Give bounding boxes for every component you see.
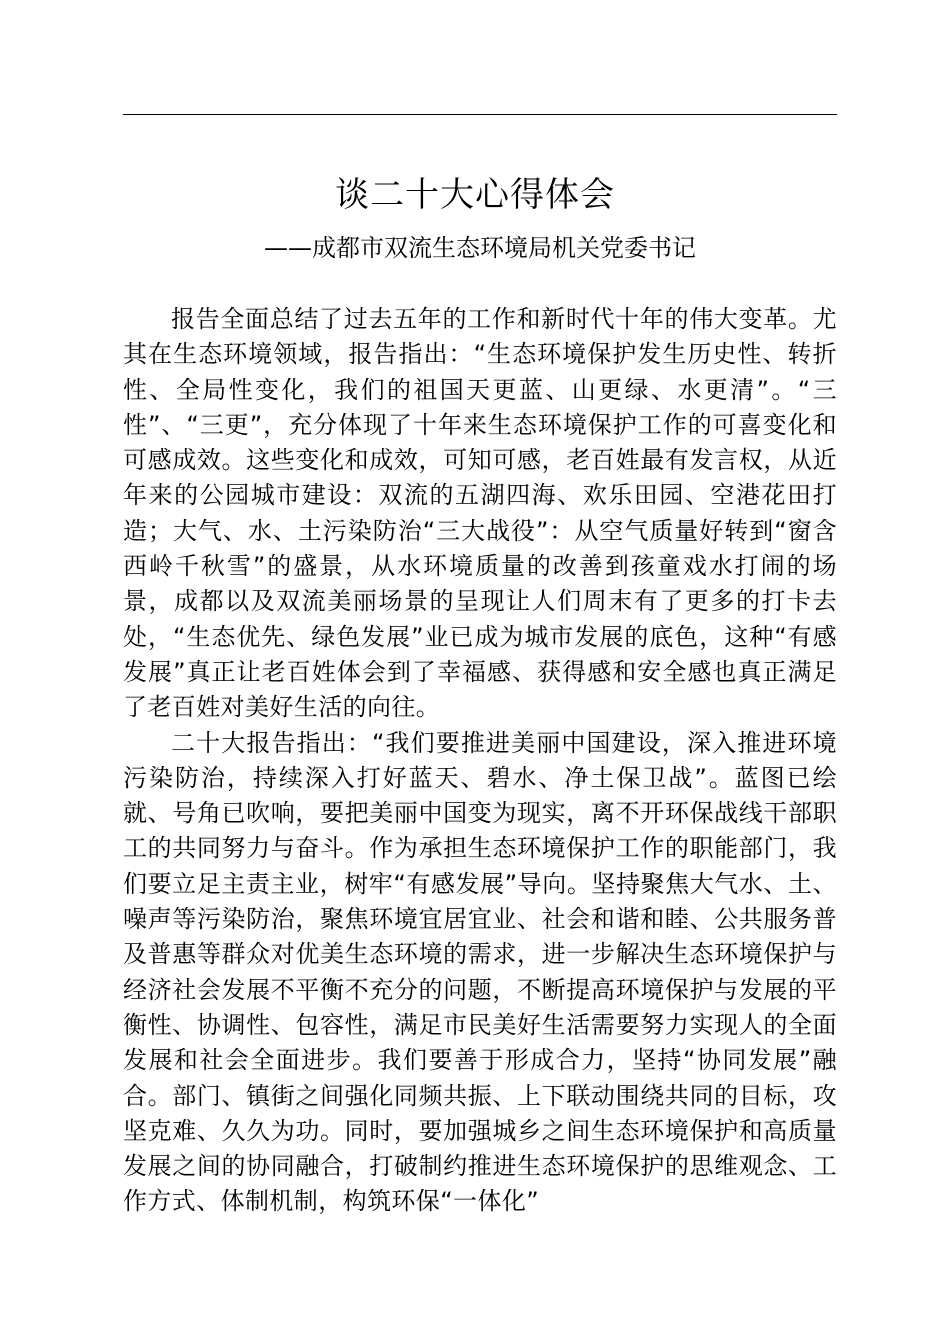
document-body — [123, 302, 837, 1220]
header-rule — [123, 114, 837, 115]
document-subtitle: ——成都市双流生态环境局机关党委书记 — [264, 234, 696, 262]
document-title: 谈二十大心得体会 — [335, 175, 615, 215]
paragraph-1: 报告全面总结了过去五年的工作和新时代十年的伟大变革。尤其在生态环境领域，报告指出：“生态环境保护发生历史性、转折性、全局性变化，我们的祖国天更蓝、山更绿、水更清”。“三性”、“三更”，充分体现了十年来生态环境保护工作的可喜变化和可感成效。这些变化和成效，可知可感，老百姓最有发言权，从近年来的公园城市建设：双流的五湖四海、欢乐田园、空港花田打造；大气、水、土污染防治“三大战役”：从空气质量好转到“窗含西岭千秋雪”的盛景，从水环境质量的改善到孩童戏水打闹的场景，成都以及双流美丽场景的呈现让人们周末有了更多的打卡去处，“生态优先、绿色发展”业已成为城市发展的底色，这种“有感发展”真正让老百姓体会到了幸福感、获得感和安全感也真正满足了老百姓对美好生活的向往。 — [123, 305, 837, 722]
paragraph-2: 二十大报告指出：“我们要推进美丽中国建设，深入推进环境污染防治，持续深入打好蓝天、碧水、净土保卫战”。蓝图已绘就、号角已吹响，要把美丽中国变为现实，离不开环保战线干部职工的共同努力与奋斗。作为承担生态环境保护工作的职能部门，我们要立足主责主业，树牢“有感发展”导向。坚持聚焦大气水、土、噪声等污染防治，聚焦环境宜居宜业、社会和谐和睦、公共服务普及普惠等群众对优美生态环境的需求，进一步解决生态环境保护与经济社会发展不平衡不充分的问题，不断提高环境保护与发展的平衡性、协调性、包容性，满足市民美好生活需要努力实现人的全面发展和社会全面进步。我们要善于形成合力，坚持“协同发展”融合。部门、镇街之间强化同频共振、上下联动围绕共同的目标，攻坚克难、久久为功。同时，要加强城乡之间生态环境保护和高质量发展之间的协同融合，打破制约推进生态环境保护的思维观念、工作方式、体制机制，构筑环保“一体化” — [123, 728, 837, 1216]
